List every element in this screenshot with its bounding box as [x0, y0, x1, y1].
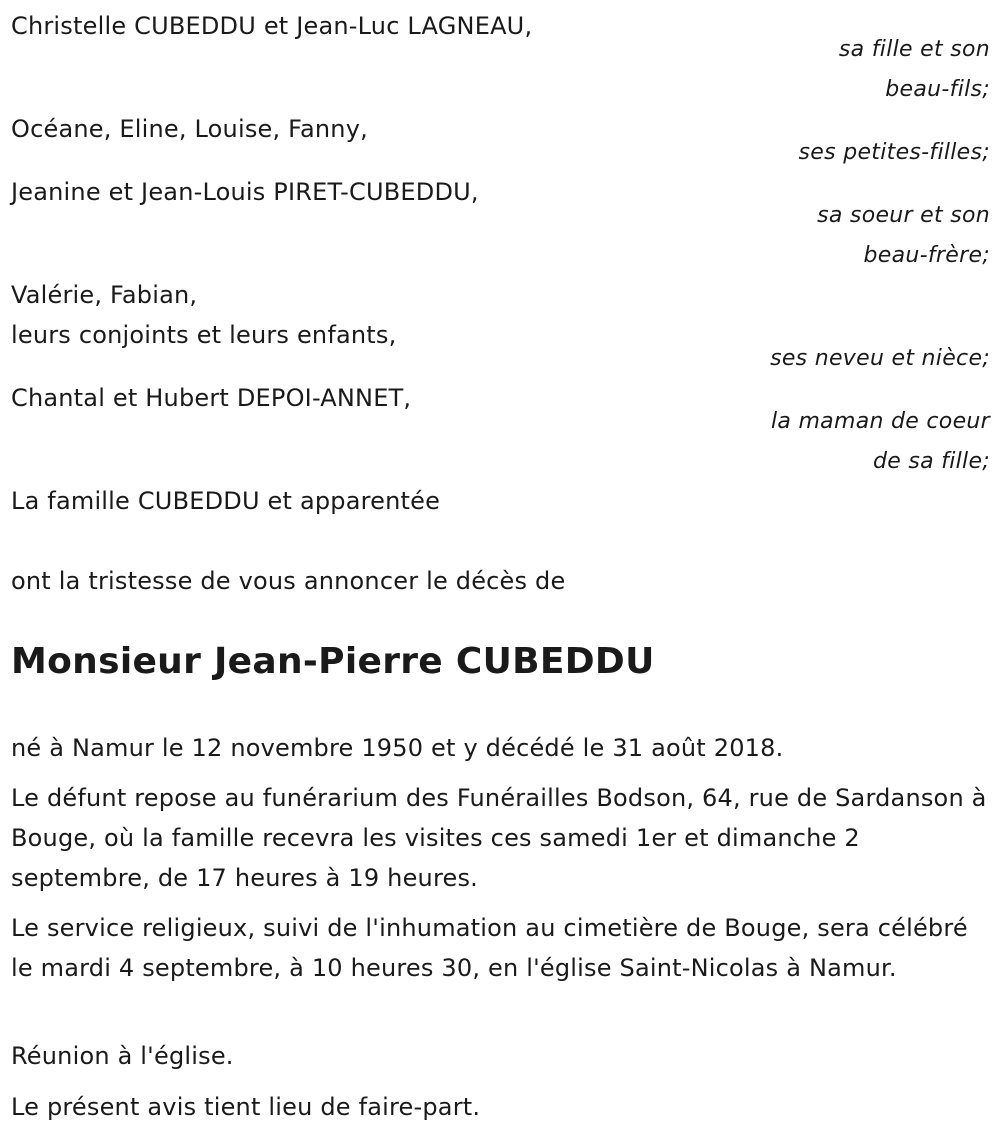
- relation-sister-line2: beau-frère;: [863, 243, 990, 268]
- relation-depoi-line2: de sa fille;: [872, 449, 990, 474]
- family-member-spouses-children: leurs conjoints et leurs enfants,: [11, 321, 397, 349]
- family-member-nephew-niece: Valérie, Fabian,: [11, 281, 198, 309]
- family-member-depoi-annet: Chantal et Hubert DEPOI-ANNET,: [11, 384, 412, 412]
- visitation-paragraph: Le défunt repose au funérarium des Funérailles Bodson, 64, rue de Sardanson à Bouge, où la famille recevra les visites ces samedi 1er et dimanche 2 septembre, de 17 heures à 19 heures.: [11, 784, 987, 892]
- service-paragraph: Le service religieux, suivi de l'inhumation au cimetière de Bouge, sera célébré le mardi 4 septembre, à 10 heures 30, en l'église Saint-Nicolas à Namur.: [11, 914, 968, 982]
- relation-daughter-line2: beau-fils;: [885, 77, 990, 102]
- notice-line: Le présent avis tient lieu de faire-part.: [11, 1093, 481, 1121]
- announcement-text: ont la tristesse de vous annoncer le décès de: [11, 567, 566, 595]
- birth-death-line: né à Namur le 12 novembre 1950 et y décédé le 31 août 2018.: [11, 734, 784, 762]
- family-extended: La famille CUBEDDU et apparentée: [11, 487, 441, 515]
- relation-nephew-niece: ses neveu et nièce;: [770, 346, 990, 371]
- relation-depoi-line1: la maman de coeur: [770, 409, 990, 434]
- meeting-line: Réunion à l'église.: [11, 1042, 234, 1070]
- family-member-granddaughters: Océane, Eline, Louise, Fanny,: [11, 115, 368, 143]
- relation-granddaughters: ses petites-filles;: [798, 140, 990, 165]
- relation-daughter-line1: sa fille et son: [838, 37, 990, 62]
- deceased-name: Monsieur Jean-Pierre CUBEDDU: [11, 641, 655, 682]
- family-member-daughter: Christelle CUBEDDU et Jean-Luc LAGNEAU,: [11, 12, 533, 40]
- family-member-sister: Jeanine et Jean-Louis PIRET-CUBEDDU,: [11, 178, 479, 206]
- relation-sister-line1: sa soeur et son: [817, 203, 990, 228]
